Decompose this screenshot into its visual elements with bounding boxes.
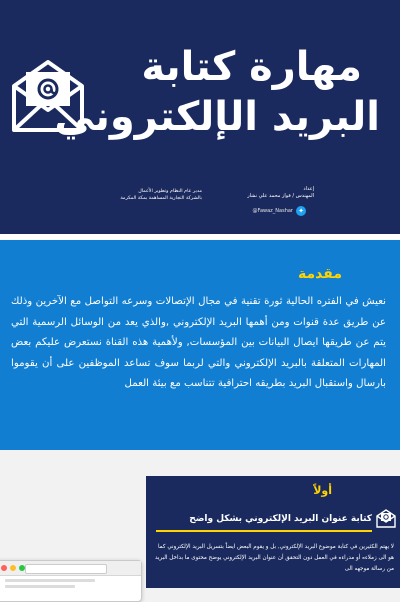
intro-paragraph: نعيش في الفتره الحالية ثورة تقنية في مجال الإتصالات وسرعه التواصل مع الآخرين وذلك عن طريق عدة قنوات ومن أهمها البريد الإلكتروني ,والذي يعد من الوسائل الرسمية التي يتم عن طريقها ايصال البيانات بين المؤسسات, ولأهمية هذه القناة نستعرض عليكم بعض المهارات المتعلقة بالبريد الإلكتروني والتي لربما سوف تساعد الموظفين على أن يقوموا بارسال واستقبال البريد بطريقه احترافية تتناسب مع بيئة العمل	[11, 296, 386, 389]
cover-title-line-1: مهارة كتابة	[141, 44, 362, 90]
author-name: المهندس / فواز محمد علي نشار	[247, 193, 314, 199]
minimize-dot-icon	[10, 565, 16, 571]
email-window-illustration	[0, 560, 142, 602]
author-prefix: إعداد	[303, 186, 314, 192]
window-titlebar	[0, 561, 141, 576]
author-block	[194, 186, 314, 200]
close-dot-icon	[1, 565, 7, 571]
section-1	[146, 476, 400, 588]
intro-heading: مقدمة	[298, 266, 342, 282]
cover-banner	[0, 0, 400, 234]
section-heading: كتابة عنوان البريد الإلكتروني بشكل واضح	[189, 514, 372, 524]
page-gap	[0, 450, 400, 476]
section-underline	[156, 530, 372, 532]
content-line	[5, 579, 95, 582]
email-section-icon	[376, 508, 396, 528]
intro-section	[0, 240, 400, 450]
twitter-handle: @Fawaz_Nashar	[252, 208, 293, 214]
section-number: أولاً	[313, 484, 332, 497]
author-role-line-2: بالشركة التجارية المساهمة بمكة المكرمة	[120, 196, 202, 201]
author-role-line-1: مدير عام النظام وتطوير الأعمال	[138, 189, 202, 194]
twitter-icon: ✦	[296, 206, 306, 216]
section-paragraph: لا يهتم الكثيرين في كتابة موضوع البريد الإلكتروني, بل و يقوم البعض ايضاً بتسريل البريد الإلكتروني كما هو الى زملاءه أو مدراءه في العمل دون التحقق أن عنوان البريد الإلكتروني يوضح محتوى ما بداخل البريد من رسالة موجهه الى	[154, 544, 394, 572]
cover-title-line-2: البريد الإلكتروني	[54, 94, 380, 140]
twitter-link[interactable]	[253, 206, 306, 216]
address-field	[25, 564, 107, 574]
author-role	[106, 188, 202, 202]
